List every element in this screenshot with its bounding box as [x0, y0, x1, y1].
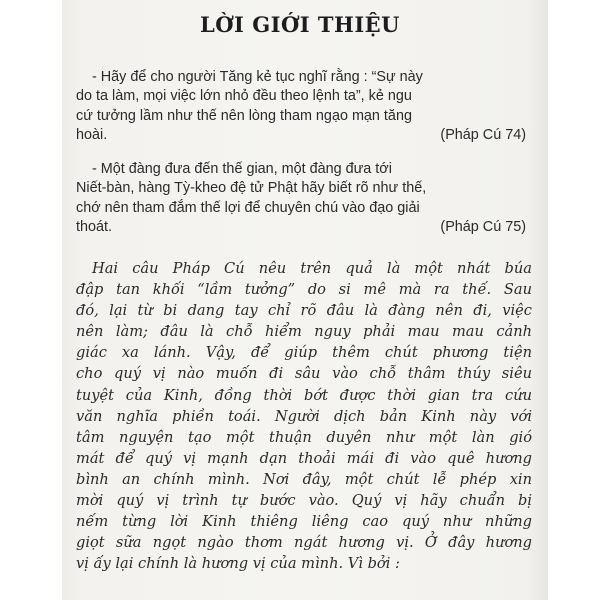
page-title: LỜI GIỚI THIỆU: [200, 12, 400, 37]
body-line: giác xa lánh. Vậy, để giúp thêm chút phương tiện: [76, 344, 532, 362]
quote-pháp-cu-74: [76, 68, 526, 146]
quote-line: thoát.: [76, 219, 113, 236]
quote-last-line: [76, 126, 526, 145]
quote-line: - Một đàng đưa đến thế gian, một đàng đưa tới: [92, 161, 392, 177]
body-paragraph: [76, 258, 532, 574]
body-line: đó, lại từ bi dang tay chỉ rõ đâu là đàng nên đi, việc: [76, 302, 532, 320]
quote-line: Niết-bàn, hàng Tỳ-kheo đệ tử Phật hãy biết rõ như thế,: [76, 180, 427, 197]
body-line: đập tan khối “lầm tưởng” do si mê mà ra thế. Sau: [76, 281, 532, 299]
body-line: nên làm; đâu là chỗ hiểm nguy phải mau mau cảnh: [76, 323, 532, 341]
body-line: nếm từng lời Kinh thiêng liêng cao quý như những: [76, 513, 532, 531]
body-line: giọt sữa ngọt ngào thơm ngát hương vị. Ở đây hương: [76, 534, 532, 552]
quote-line: cứ tưởng lầm như thế nên lòng tham ngạo mạn tăng: [76, 107, 412, 124]
body-line: tâm nguyện tạo một thuận duyên như một làn gió: [76, 428, 532, 446]
quote-line: chớ nên tham đắm thế lợi để chuyên chú vào đạo giải: [76, 199, 420, 216]
quote-last-line: [76, 218, 526, 237]
quote-line: do ta làm, mọi việc lớn nhỏ đều theo lệnh ta”, kẻ ngu: [76, 88, 412, 105]
body-line: mát để quý vị mạnh dạn thoải mái đi vào quê hương: [76, 449, 532, 467]
body-line: vị ấy lại chính là hương vị của mình. Vì bởi :: [76, 555, 400, 573]
body-line: tuyệt của Kinh, đồng thời bớt được thời gian tra cứu: [76, 386, 532, 404]
quote-citation: (Pháp Cú 75): [440, 219, 526, 236]
body-line: mời quý vị trình tự bước vào. Quý vị hãy chuẩn bị: [76, 492, 532, 510]
body-line: bình an chính mình. Nơi đây, một chút lễ phép xin: [76, 470, 532, 488]
quote-citation: (Pháp Cú 74): [440, 127, 526, 144]
body-line: Hai câu Pháp Cú nêu trên quả là một nhát búa: [92, 260, 532, 277]
body-line: văn nghĩa phiền toái. Người dịch bản Kinh này với: [76, 407, 532, 425]
quote-pháp-cu-75: [76, 160, 526, 238]
quote-line: hoài.: [76, 127, 108, 144]
quote-line: - Hãy để cho người Tăng kẻ tục nghĩ rằng : “Sự này: [92, 69, 423, 85]
body-line: cho quý vị nào muốn đi sâu vào chỗ thâm thúy siêu: [76, 365, 532, 383]
